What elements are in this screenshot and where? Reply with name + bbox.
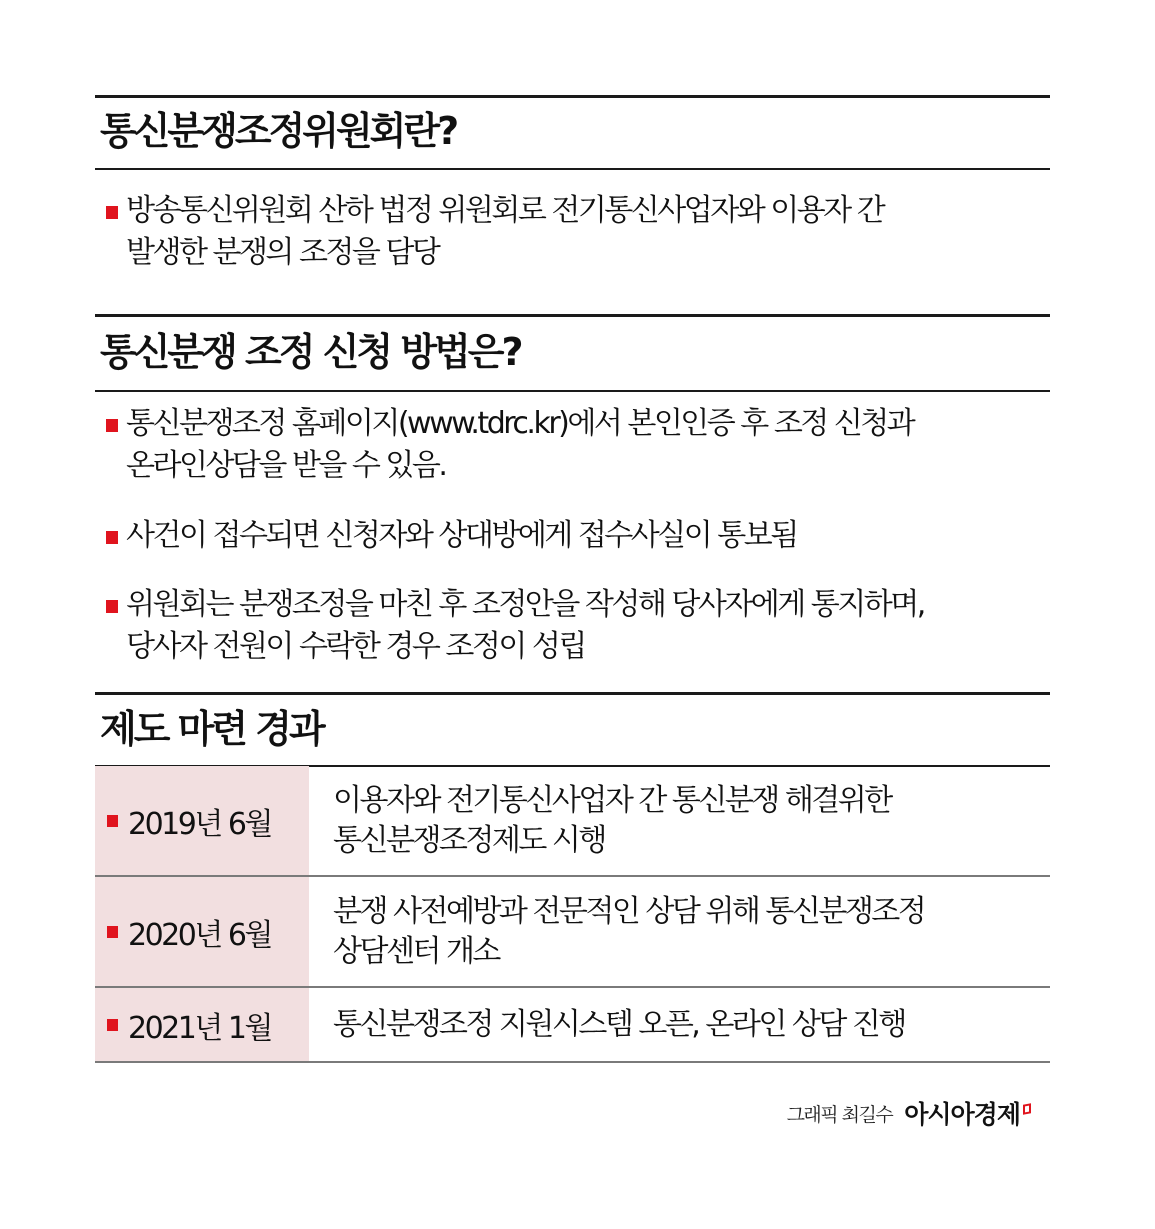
- bullet-line: 위원회는 분쟁조정을 마친 후 조정안을 작성해 당사자에게 통지하며,: [126, 587, 924, 622]
- section-3-heading: 제도 마련 경과: [100, 707, 323, 751]
- bullet-line: 당사자 전원이 수락한 경우 조정이 성립: [126, 629, 585, 664]
- section-1-heading-rule: [95, 168, 1050, 170]
- bullet-item: [106, 403, 1026, 487]
- bullet-line: 통신분쟁조정 홈페이지(www.tdrc.kr)에서 본인인증 후 조정 신청과: [126, 406, 914, 441]
- timeline-line: 통신분쟁조정제도 시행: [333, 822, 605, 858]
- timeline-date: 2019년 6월: [128, 806, 271, 842]
- bullet-square-icon: [107, 815, 118, 827]
- section-2-top-rule: [95, 314, 1050, 317]
- bullet-square-icon: [106, 600, 118, 613]
- timeline-row: [95, 766, 1050, 877]
- publisher-logo: 아시아경제: [904, 1100, 1020, 1129]
- timeline-date: 2020년 6월: [128, 917, 271, 953]
- timeline-date-cell: [95, 766, 309, 875]
- publisher-logo-mark-icon: [1023, 1103, 1031, 1114]
- timeline-table: [95, 766, 1050, 1063]
- bullet-item: [106, 190, 1026, 274]
- section-2-heading: 통신분쟁 조정 신청 방법은?: [100, 330, 521, 374]
- timeline-line: 분쟁 사전예방과 전문적인 상담 위해 통신분쟁조정: [333, 893, 925, 929]
- bullet-line: 발생한 분쟁의 조정을 담당: [126, 235, 439, 270]
- timeline-date-cell: [95, 988, 309, 1061]
- section-2-heading-rule: [95, 390, 1050, 392]
- section-3-top-rule: [95, 692, 1050, 695]
- credit: [787, 1100, 1031, 1130]
- timeline-line: 상담센터 개소: [333, 933, 499, 969]
- bullet-square-icon: [106, 419, 118, 432]
- bullet-line: 온라인상담을 받을 수 있음.: [126, 448, 446, 483]
- bullet-item: [106, 584, 1026, 668]
- timeline-line: 통신분쟁조정 지원시스템 오픈, 온라인 상담 진행: [333, 1006, 905, 1042]
- timeline-row: [95, 988, 1050, 1063]
- graphic-byline: 그래픽 최길수: [786, 1104, 893, 1126]
- bullet-square-icon: [106, 206, 118, 219]
- timeline-date-cell: [95, 877, 309, 986]
- timeline-date: 2021년 1월: [128, 1010, 271, 1046]
- bullet-line: 방송통신위원회 산하 법정 위원회로 전기통신사업자와 이용자 간: [126, 193, 884, 228]
- timeline-description: [309, 988, 1050, 1061]
- timeline-row: [95, 877, 1050, 988]
- bullet-square-icon: [107, 926, 118, 938]
- section-1-top-rule: [95, 95, 1050, 98]
- timeline-description: [309, 766, 1050, 875]
- timeline-line: 이용자와 전기통신사업자 간 통신분쟁 해결위한: [333, 782, 891, 818]
- bullet-square-icon: [107, 1019, 118, 1031]
- bullet-line: 사건이 접수되면 신청자와 상대방에게 접수사실이 통보됨: [126, 518, 797, 553]
- bullet-square-icon: [106, 531, 118, 544]
- bullet-item: [106, 515, 1026, 557]
- section-1-heading: 통신분쟁조정위원회란?: [100, 109, 457, 153]
- timeline-description: [309, 877, 1050, 986]
